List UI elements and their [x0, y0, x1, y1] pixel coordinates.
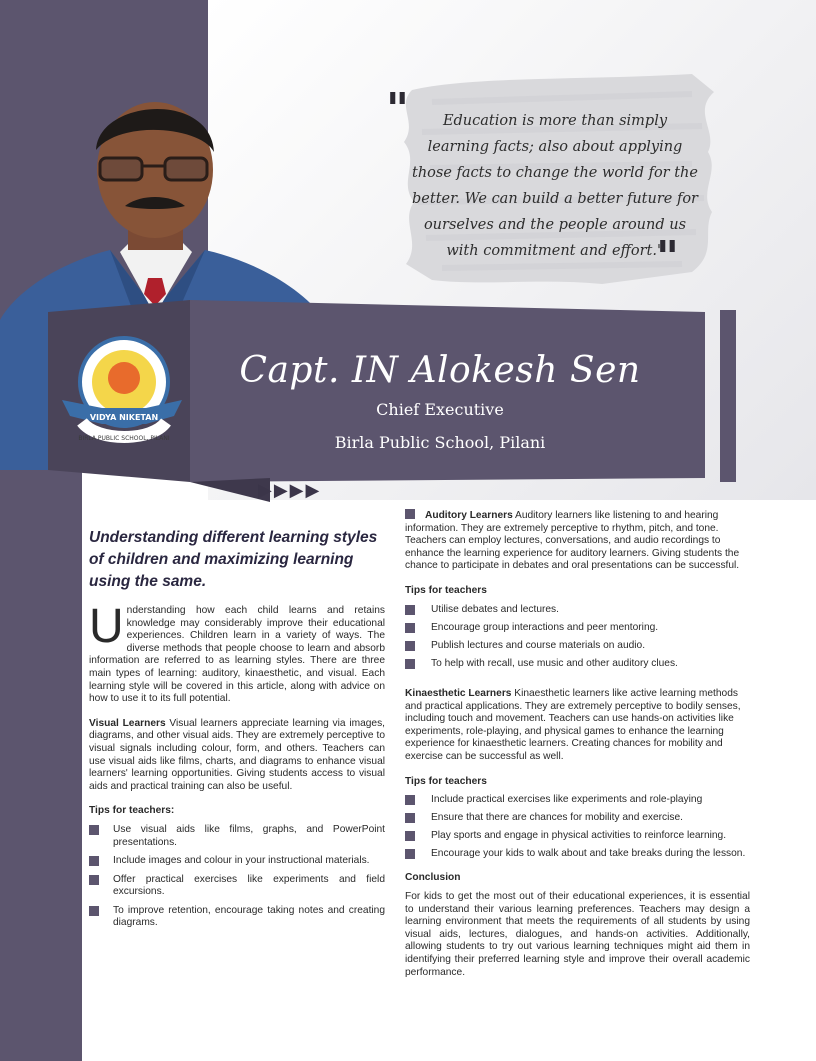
visual-learners-paragraph: [89, 718, 385, 794]
school-logo: [62, 330, 182, 445]
list-item: Publish lectures and course materials on audio.: [405, 640, 750, 653]
svg-text:BIRLA PUBLIC SCHOOL, PILANI: BIRLA PUBLIC SCHOOL, PILANI: [78, 435, 170, 442]
visual-tips-title: Tips for teachers:: [89, 805, 175, 817]
bullet-square-icon: [405, 623, 415, 633]
list-item: To help with recall, use music and other auditory clues.: [405, 658, 750, 671]
school-name: Birla Public School, Pilani: [334, 433, 546, 452]
bullet-square-icon: [405, 849, 415, 859]
conclusion-text: For kids to get the most out of their educational experiences, it is essential to understand their various learning preferences. Teachers may design a learning environment that meets the requirements of all students by using visual aids, lectures, dialogues, and hands-on activities. Additionally, allowing students to try out various learning techniques might aid them in identifying their preferred learning style and improve their overall academic performance.: [405, 891, 750, 978]
intro-paragraph: [89, 600, 385, 706]
person-name: Capt. IN Alokesh Sen: [239, 350, 641, 391]
quote-text: Education is more than simply learning facts; also about applying those facts to change the world for the better. We can build a better future for ourselves and the people around us with commitment and effort.": [412, 113, 698, 259]
list-item: Utilise debates and lectures.: [405, 604, 750, 617]
arrow-decoration: ▶▶▶▶: [258, 480, 322, 500]
visual-learners-text: Visual learners appreciate learning via images, diagrams, and other visual aids. They are extremely perceptive to visual signals including colour, form, and others. Teachers can use visual aids like films, charts, and diagrams to enhance visual learners' learning opportunities. Giving students access to visual aids and practical training can also be useful.: [89, 717, 385, 792]
bullet-square-icon: [405, 795, 415, 805]
auditory-learners-text: Auditory learners like listening to and hearing information. They are extremely perceptive to rhythm, pitch, and tone. Teachers can employ lectures, conversations, and audio recordings to enhance the learning experience for auditory learners. Giving students the chance to participate in debates and oral presentations can be successful.: [405, 510, 740, 572]
bullet-square-icon: [405, 605, 415, 615]
bullet-square-icon: [405, 641, 415, 651]
person-role: Chief Executive: [376, 400, 504, 419]
open-quote-mark: ": [386, 84, 409, 135]
article-headline: Understanding different learning styles of children and maximizing learning using the same.: [89, 529, 378, 590]
list-item: Include images and colour in your instructional materials.: [89, 855, 385, 868]
list-item: Play sports and engage in physical activities to reinforce learning.: [405, 830, 750, 843]
auditory-tips-title: Tips for teachers: [405, 584, 487, 596]
bullet-square-icon: [89, 825, 99, 835]
list-item: Ensure that there are chances for mobility and exercise.: [405, 812, 750, 825]
kinaesthetic-tips-title: Tips for teachers: [405, 775, 487, 787]
visual-learners-title: Visual Learners: [89, 717, 166, 729]
bullet-square-icon: [405, 509, 415, 519]
svg-text:VIDYA NIKETAN: VIDYA NIKETAN: [89, 413, 159, 422]
bullet-square-icon: [89, 906, 99, 916]
bullet-square-icon: [405, 659, 415, 669]
list-item: Encourage group interactions and peer mentoring.: [405, 622, 750, 635]
drop-cap: U: [89, 600, 124, 653]
list-item: To improve retention, encourage taking notes and creating diagrams.: [89, 905, 385, 930]
list-item: Use visual aids like films, graphs, and PowerPoint presentations.: [89, 824, 385, 849]
list-item: Offer practical exercises like experiments and field excursions.: [89, 874, 385, 899]
auditory-learners-paragraph: [405, 508, 750, 573]
left-column: [89, 527, 385, 936]
intro-text: nderstanding how each child learns and retains knowledge may considerably improve their educational experiences. Children learn in a variety of ways. The diverse methods that people choose to learn and absorb information are referred to as learning styles. There are three main types of learning: auditory, kinaesthetic, and visual. Each learning style will be covered in this article, along with advice on how to use it to its full potential.: [89, 605, 385, 705]
kinaesthetic-learners-text: Kinaesthetic learners like active learning methods and practical applications. They are extremely perceptive to bodily senses, including touch and movement. Teachers can use hands-on activities like experiments, role-playing, and physical games to enhance the learning experience for kinaesthetic learners. Creating chances for mobility and exercise can be successful as well.: [405, 687, 741, 762]
bullet-square-icon: [405, 831, 415, 841]
auditory-learners-title: Auditory Learners: [425, 510, 513, 521]
list-item: Encourage your kids to walk about and take breaks during the lesson.: [405, 848, 750, 861]
bullet-square-icon: [89, 856, 99, 866]
list-item: Include practical exercises like experiments and role-playing: [405, 794, 750, 807]
kinaesthetic-learners-paragraph: [405, 688, 750, 764]
right-column: [405, 508, 750, 979]
close-quote-mark: ": [656, 232, 679, 283]
bullet-square-icon: [405, 813, 415, 823]
kinaesthetic-learners-title: Kinaesthetic Learners: [405, 687, 512, 699]
bullet-square-icon: [89, 875, 99, 885]
conclusion-title: Conclusion: [405, 872, 461, 884]
